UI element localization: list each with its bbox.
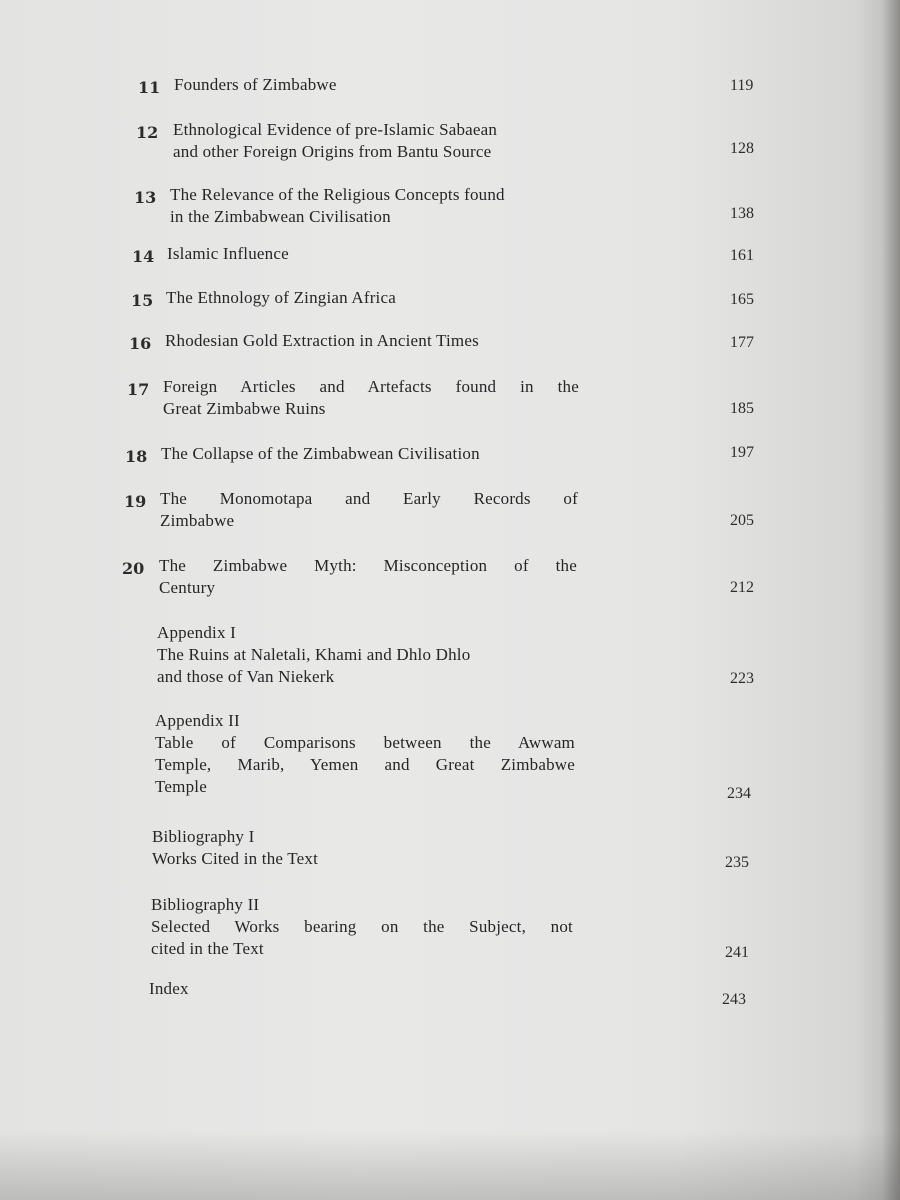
entry-title-line: Founders of Zimbabwe	[174, 75, 337, 94]
entry-title	[173, 119, 583, 163]
entry-title-line: The Ethnology of Zingian Africa	[166, 288, 396, 307]
chapter-number: 14	[132, 247, 155, 266]
entry-title-line: cited in the Text	[151, 939, 264, 958]
entry-title	[149, 978, 189, 1000]
chapter-number: 12	[136, 123, 159, 142]
entry-title	[163, 376, 579, 420]
entry-title	[160, 488, 578, 532]
page-number: 241	[725, 944, 749, 961]
chapter-number: 13	[134, 188, 157, 207]
entry-title-line: Appendix II	[155, 711, 240, 730]
entry-title	[161, 443, 480, 465]
page-number: 138	[730, 205, 754, 222]
chapter-number: 19	[124, 492, 147, 511]
chapter-number: 16	[129, 334, 152, 353]
page-number: 165	[730, 291, 754, 308]
entry-title-line: Great Zimbabwe Ruins	[163, 399, 326, 418]
page-number: 128	[730, 140, 754, 157]
entry-title	[155, 710, 575, 798]
page-number: 185	[730, 400, 754, 417]
entry-title	[151, 894, 573, 960]
page-number: 234	[727, 785, 751, 802]
entry-title-line: Zimbabwe	[160, 511, 235, 530]
entry-title-line: Selected Works bearing on the Subject, not	[151, 917, 573, 936]
entry-title-line: The Relevance of the Religious Concepts found	[170, 185, 505, 204]
page-number: 119	[730, 77, 754, 94]
entry-title	[152, 826, 318, 870]
page-number: 223	[730, 670, 754, 687]
entry-title-line: Rhodesian Gold Extraction in Ancient Times	[165, 331, 479, 350]
entry-title-line: in the Zimbabwean Civilisation	[170, 207, 391, 226]
entry-title-line: Works Cited in the Text	[152, 849, 319, 868]
entry-title-line: and other Foreign Origins from Bantu Source	[173, 142, 492, 161]
chapter-number: 15	[131, 291, 154, 310]
entry-title-line: Table of Comparisons between the Awwam	[155, 733, 575, 752]
chapter-number: 11	[138, 78, 161, 97]
entry-title-line: Index	[149, 979, 189, 998]
chapter-number: 20	[122, 559, 145, 578]
page-number: 205	[730, 512, 754, 529]
entry-title	[170, 184, 582, 228]
entry-title-line: The Collapse of the Zimbabwean Civilisation	[161, 444, 480, 463]
entry-title-line: Temple	[155, 777, 207, 796]
entry-title	[167, 243, 289, 265]
page-number: 235	[725, 854, 749, 871]
entry-title	[165, 330, 479, 352]
page-number: 177	[730, 334, 754, 351]
entry-title-line: Appendix I	[157, 623, 236, 642]
entry-title-line: and those of Van Niekerk	[157, 667, 335, 686]
entry-title-line: Bibliography II	[151, 895, 260, 914]
page-number: 197	[730, 444, 754, 461]
entry-title-line: Century	[159, 578, 216, 597]
entry-title-line: Ethnological Evidence of pre-Islamic Sabaean	[173, 120, 498, 139]
page-number: 212	[730, 579, 754, 596]
entry-title-line: Islamic Influence	[167, 244, 289, 263]
entry-title-line: The Zimbabwe Myth: Misconception of the	[159, 556, 577, 575]
chapter-number: 18	[125, 447, 148, 466]
entry-title	[166, 287, 396, 309]
page-number: 161	[730, 247, 754, 264]
page-number: 243	[722, 991, 746, 1008]
entry-title	[174, 74, 337, 96]
entry-title-line: The Monomotapa and Early Records of	[160, 489, 578, 508]
entry-title-line: Bibliography I	[152, 827, 255, 846]
entry-title-line: Temple, Marib, Yemen and Great Zimbabwe	[155, 755, 575, 774]
entry-title	[159, 555, 577, 599]
entry-title	[157, 622, 577, 688]
entry-title-line: The Ruins at Naletali, Khami and Dhlo Dhlo	[157, 645, 471, 664]
entry-title-line: Foreign Articles and Artefacts found in the	[163, 377, 579, 396]
chapter-number: 17	[127, 380, 150, 399]
